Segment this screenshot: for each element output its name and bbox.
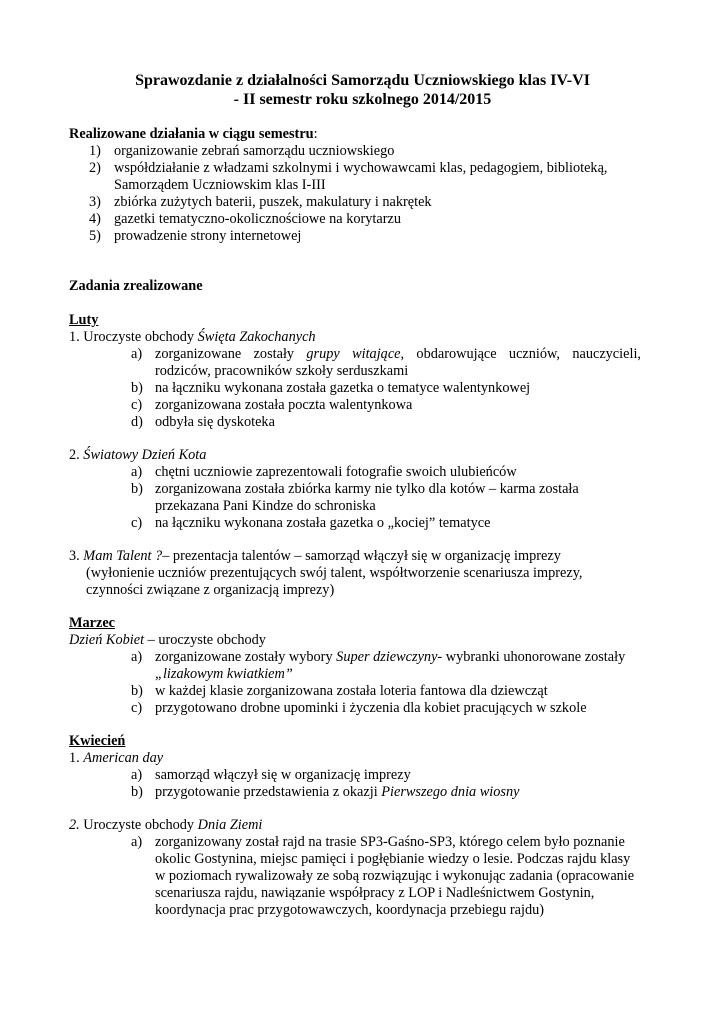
sublist-item-continuation: przekazana Pani Kindze do schroniska [155, 498, 376, 514]
sublist-item: zorganizowane zostały grupy witające, obdarowujące uczniów, nauczycieli, [155, 346, 641, 362]
sublist-letter: d) [131, 414, 143, 430]
event-description: czynności związane z organizacją imprezy) [86, 582, 335, 598]
sublist-item-continuation: okolic Gostynina, miejsc pamięci i pogłębianie wiedzy o lesie. Podczas rajdu klasy [155, 851, 631, 867]
month-heading-kwiecien: Kwiecień [69, 733, 126, 749]
event-title: 2. Uroczyste obchody Dnia Ziemi [69, 817, 263, 833]
list-item: prowadzenie strony internetowej [114, 228, 302, 244]
sublist-letter: b) [131, 784, 143, 800]
sublist-item: zorganizowana została zbiórka karmy nie tylko dla kotów – karma została [155, 481, 579, 497]
sublist-letter: b) [131, 683, 143, 699]
sublist-letter: a) [131, 767, 143, 783]
sublist-letter: c) [131, 515, 143, 531]
month-heading-luty: Luty [69, 312, 99, 328]
sublist-item: samorząd włączył się w organizację imprezy [155, 767, 411, 783]
sublist-item: zorganizowana została poczta walentynkowa [155, 397, 413, 413]
event-description: (wyłonienie uczniów prezentujących swój talent, współtworzenie scenariusza imprezy, [86, 565, 583, 581]
list-number: 3) [89, 194, 101, 210]
sublist-item-continuation: scenariusza rajdu, nawiązanie współpracy z LOP i Nadleśnictwem Gostynin, [155, 885, 595, 901]
list-item: współdziałanie z władzami szkolnymi i wychowawcami klas, pedagogiem, biblioteką, [114, 160, 608, 176]
sublist-item: w każdej klasie zorganizowana została loteria fantowa dla dziewcząt [155, 683, 548, 699]
sublist-item: odbyła się dyskoteka [155, 414, 275, 430]
sublist-letter: c) [131, 397, 143, 413]
sublist-letter: a) [131, 649, 143, 665]
list-number: 1) [89, 143, 101, 159]
sublist-item-continuation: koordynacja prac przygotowawczych, koordynacja przebiegu rajdu) [155, 902, 545, 918]
sublist-item: przygotowano drobne upominki i życzenia dla kobiet pracujących w szkole [155, 700, 587, 716]
list-number: 5) [89, 228, 101, 244]
event-title: Dzień Kobiet – uroczyste obchody [69, 632, 266, 648]
sublist-letter: a) [131, 834, 143, 850]
list-number: 4) [89, 211, 101, 227]
sublist-item: przygotowanie przedstawienia z okazji Pierwszego dnia wiosny [155, 784, 520, 800]
list-item-continuation: Samorządem Uczniowskim klas I-III [114, 177, 326, 193]
report-title: Sprawozdanie z działalności Samorządu Uczniowskiego klas IV-VI [135, 72, 590, 89]
sublist-letter: a) [131, 464, 143, 480]
event-title: 2. Światowy Dzień Kota [69, 447, 207, 463]
list-item: gazetki tematyczno-okolicznościowe na korytarzu [114, 211, 402, 227]
sublist-item: na łączniku wykonana została gazetka o tematyce walentynkowej [155, 380, 531, 396]
sublist-letter: a) [131, 346, 143, 362]
list-item: organizowanie zebrań samorządu uczniowskiego [114, 143, 395, 159]
tasks-heading: Zadania zrealizowane [69, 278, 203, 294]
sublist-item: zorganizowany został rajd na trasie SP3-Gaśno-SP3, którego celem było poznanie [155, 834, 625, 850]
month-heading-marzec: Marzec [69, 615, 116, 631]
sublist-item: na łączniku wykonana została gazetka o „kociej” tematyce [155, 515, 491, 531]
sublist-item: zorganizowane zostały wybory Super dziewczyny- wybranki uhonorowane zostały [155, 649, 626, 665]
sublist-item-continuation: w poziomach rywalizowały ze sobą rozwiązując i wykonując zadania (opracowanie [155, 868, 635, 884]
sublist-letter: b) [131, 380, 143, 396]
list-number: 2) [89, 160, 101, 176]
list-item: zbiórka zużytych baterii, puszek, makulatury i nakrętek [114, 194, 432, 210]
event-title: 1. Uroczyste obchody Święta Zakochanych [69, 329, 316, 345]
event-title: 1. American day [69, 750, 164, 766]
sublist-letter: c) [131, 700, 143, 716]
report-subtitle: - II semestr roku szkolnego 2014/2015 [233, 91, 492, 108]
activities-heading: Realizowane działania w ciągu semestru: [69, 126, 318, 142]
sublist-item-continuation: rodziców, pracowników szkoły serduszkami [155, 363, 409, 379]
event-title: 3. Mam Talent ?– prezentacja talentów – samorząd włączył się w organizację imprezy [69, 548, 561, 564]
sublist-item: chętni uczniowie zaprezentowali fotografie swoich ulubieńców [155, 464, 517, 480]
sublist-item-continuation: „lizakowym kwiatkiem” [155, 666, 293, 682]
sublist-letter: b) [131, 481, 143, 497]
